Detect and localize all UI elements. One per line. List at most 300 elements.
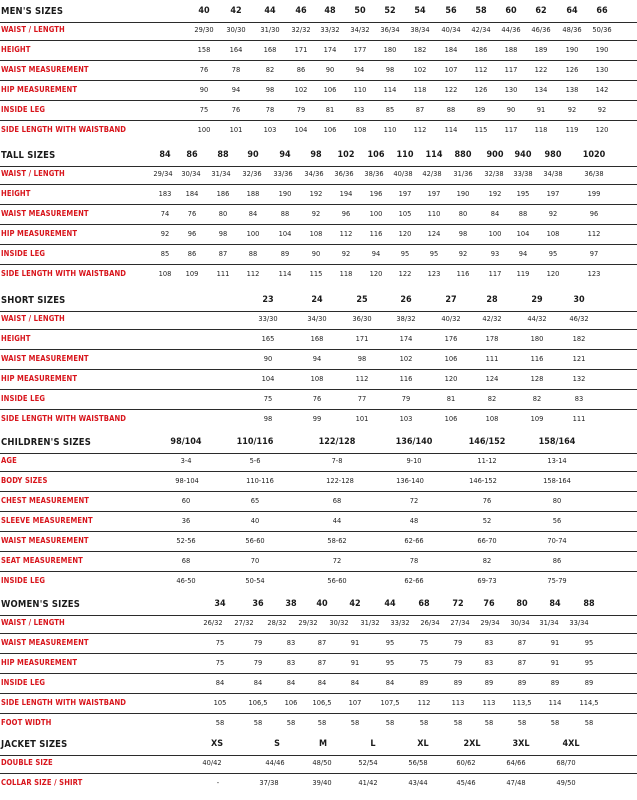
table-cell: 40/42 [202, 758, 222, 767]
table-cell: 46/36 [531, 25, 551, 34]
table-cell: 11-12 [477, 456, 497, 465]
table-cell: 44/46 [265, 758, 285, 767]
table-cell: 43/44 [408, 778, 428, 787]
table-row [0, 453, 637, 472]
table-cell: 88 [518, 209, 528, 218]
row-label: AGE [1, 456, 17, 465]
table-cell: 92 [311, 209, 321, 218]
table-cell: 97 [589, 249, 599, 258]
table-cell: 29/32 [298, 618, 318, 627]
size-header-cell: 25 [356, 295, 368, 305]
table-cell: 165 [261, 334, 275, 343]
table-header-row [0, 148, 637, 167]
table-cell: 91 [550, 638, 560, 647]
table-cell: 33/30 [258, 314, 278, 323]
table-row [0, 186, 637, 205]
table-cell: 91 [536, 105, 546, 114]
table-cell: 109 [185, 269, 199, 278]
row-label: INSIDE LEG [1, 249, 46, 258]
table-cell: 83 [355, 105, 365, 114]
table-cell: 79 [453, 638, 463, 647]
table-cell: 65 [250, 496, 260, 505]
table-cell: 114 [383, 85, 397, 94]
table-cell: 84 [385, 678, 395, 687]
table-cell: 38/32 [396, 314, 416, 323]
table-cell: 58-62 [327, 536, 347, 545]
table-cell: 122-128 [326, 476, 354, 485]
table-cell: 89 [584, 678, 594, 687]
table-cell: 174 [399, 334, 413, 343]
table-cell: 138 [565, 85, 579, 94]
table-row [0, 553, 637, 572]
table-cell: 96 [589, 209, 599, 218]
size-header-cell: 66 [596, 6, 608, 16]
table-cell: 48/36 [562, 25, 582, 34]
size-header-cell: 110 [396, 150, 414, 160]
table-cell: 38/34 [410, 25, 430, 34]
table-cell: 92 [597, 105, 607, 114]
size-header-cell: 3XL [512, 739, 530, 749]
table-cell: 78 [265, 105, 275, 114]
table-cell: 79 [253, 658, 263, 667]
table-cell: 79 [296, 105, 306, 114]
table-cell: 196 [369, 189, 383, 198]
size-header-cell: 84 [159, 150, 171, 160]
table-cell: 58 [385, 718, 395, 727]
table-cell: 44/36 [501, 25, 521, 34]
table-cell: 106 [444, 354, 458, 363]
table-cell: 84 [350, 678, 360, 687]
table-cell: 104 [278, 229, 292, 238]
table-cell: 33/38 [513, 169, 533, 178]
table-cell: 174 [323, 45, 337, 54]
table-cell: 50-54 [245, 576, 265, 585]
size-header-cell: 114 [425, 150, 443, 160]
size-header-cell: 30 [573, 295, 585, 305]
table-cell: 122 [534, 65, 548, 74]
table-cell: 110-116 [246, 476, 274, 485]
table-cell: 116 [530, 354, 544, 363]
size-header-cell: 36 [252, 599, 264, 609]
table-cell: 110 [427, 209, 441, 218]
table-cell: 87 [517, 638, 527, 647]
size-header-cell: 1020 [582, 150, 606, 160]
table-cell: 188 [504, 45, 518, 54]
table-cell: 99 [312, 414, 322, 423]
table-header-row [0, 293, 637, 312]
table-row [0, 573, 637, 591]
table-cell: 58 [350, 718, 360, 727]
table-cell: 117 [504, 65, 518, 74]
table-cell: 98 [265, 85, 275, 94]
table-cell: 79 [253, 638, 263, 647]
table-cell: 94 [355, 65, 365, 74]
table-cell: 98 [218, 229, 228, 238]
table-cell: 112 [355, 374, 369, 383]
table-cell: 101 [229, 125, 243, 134]
size-header-cell: 94 [279, 150, 291, 160]
table-cell: 171 [294, 45, 308, 54]
table-cell: 58 [584, 718, 594, 727]
table-cell: 126 [565, 65, 579, 74]
table-row [0, 513, 637, 532]
table-cell: 28/32 [267, 618, 287, 627]
size-header-cell: L [370, 739, 376, 749]
table-cell: 58 [317, 718, 327, 727]
table-cell: 47/48 [506, 778, 526, 787]
table-cell: 37/38 [259, 778, 279, 787]
table-cell: 95 [584, 658, 594, 667]
table-cell: 176 [444, 334, 458, 343]
table-cell: 34/30 [307, 314, 327, 323]
table-cell: 106 [444, 414, 458, 423]
table-cell: 98 [385, 65, 395, 74]
table-cell: 195 [516, 189, 530, 198]
table-cell: 44/32 [527, 314, 547, 323]
table-cell: 109 [530, 414, 544, 423]
table-cell: 192 [488, 189, 502, 198]
table-cell: 36 [181, 516, 191, 525]
table-cell: 112 [339, 229, 353, 238]
table-cell: 80 [218, 209, 228, 218]
table-cell: 81 [446, 394, 456, 403]
size-header-cell: 27 [445, 295, 457, 305]
size-header-cell: 23 [262, 295, 274, 305]
table-cell: 30/34 [181, 169, 201, 178]
table-row [0, 62, 637, 81]
table-cell: 182 [413, 45, 427, 54]
table-cell: 102 [399, 354, 413, 363]
table-cell: 33/34 [569, 618, 589, 627]
table-cell: 87 [517, 658, 527, 667]
table-cell: 178 [485, 334, 499, 343]
table-cell: 104 [294, 125, 308, 134]
table-cell: 134 [534, 85, 548, 94]
table-cell: 31/34 [211, 169, 231, 178]
table-cell: 86 [552, 556, 562, 565]
row-label: WAIST / LENGTH [1, 618, 65, 627]
table-cell: 158-164 [543, 476, 571, 485]
table-cell: 95 [548, 249, 558, 258]
table-cell: 87 [317, 638, 327, 647]
size-header-cell: 88 [583, 599, 595, 609]
row-label: WAIST MEASUREMENT [1, 209, 89, 218]
table-row [0, 533, 637, 552]
table-row [0, 42, 637, 61]
table-cell: 119 [565, 125, 579, 134]
table-cell: 31/36 [453, 169, 473, 178]
table-cell: 34/36 [304, 169, 324, 178]
table-cell: 75 [215, 658, 225, 667]
table-cell: 189 [534, 45, 548, 54]
table-header-row [0, 597, 637, 616]
table-cell: 108 [309, 229, 323, 238]
table-cell: 82 [482, 556, 492, 565]
size-header-cell: 122/128 [318, 437, 356, 447]
table-cell: 83 [286, 638, 296, 647]
row-label: SIDE LENGTH WITH WAISTBAND [1, 698, 127, 707]
table-cell: 39/40 [312, 778, 332, 787]
table-cell: 32/32 [291, 25, 311, 34]
table-cell: 96 [341, 209, 351, 218]
table-cell: 84 [317, 678, 327, 687]
table-cell: 76 [187, 209, 197, 218]
table-cell: 124 [427, 229, 441, 238]
table-cell: 40/38 [393, 169, 413, 178]
table-cell: 52/54 [358, 758, 378, 767]
table-cell: 112 [413, 125, 427, 134]
table-cell: 81 [325, 105, 335, 114]
table-cell: 9-10 [406, 456, 422, 465]
table-row [0, 493, 637, 512]
table-cell: 77 [357, 394, 367, 403]
row-label: HEIGHT [1, 189, 31, 198]
table-cell: 88 [446, 105, 456, 114]
size-header-cell: 42 [230, 6, 242, 16]
table-cell: 33/32 [320, 25, 340, 34]
table-cell: 80 [458, 209, 468, 218]
size-header-cell: 72 [452, 599, 464, 609]
table-cell: 102 [413, 65, 427, 74]
table-cell: 58 [453, 718, 463, 727]
table-cell: 75 [419, 658, 429, 667]
size-header-cell: 48 [324, 6, 336, 16]
row-label: HEIGHT [1, 45, 31, 54]
table-cell: 93 [490, 249, 500, 258]
table-cell: 96 [187, 229, 197, 238]
table-cell: 83 [484, 638, 494, 647]
table-cell: 40 [250, 516, 260, 525]
table-cell: 105 [398, 209, 412, 218]
table-cell: 45/46 [456, 778, 476, 787]
table-cell: 58 [419, 718, 429, 727]
row-label: WAIST / LENGTH [1, 169, 65, 178]
table-cell: 111 [216, 269, 230, 278]
size-header-cell: 146/152 [468, 437, 506, 447]
table-cell: 86 [187, 249, 197, 258]
table-cell: 95 [429, 249, 439, 258]
table-cell: 120 [595, 125, 609, 134]
table-cell: 197 [427, 189, 441, 198]
table-cell: 123 [427, 269, 441, 278]
table-cell: 119 [516, 269, 530, 278]
table-cell: 52 [482, 516, 492, 525]
table-cell: 76 [199, 65, 209, 74]
table-cell: 118 [534, 125, 548, 134]
table-cell: 84 [490, 209, 500, 218]
row-label: INSIDE LEG [1, 678, 46, 687]
row-label: WAIST MEASUREMENT [1, 536, 89, 545]
table-cell: 98 [263, 414, 273, 423]
size-header-cell: 158/164 [538, 437, 576, 447]
table-cell: 98 [357, 354, 367, 363]
table-cell: 62-66 [404, 576, 424, 585]
size-header-cell: 2XL [463, 739, 481, 749]
table-cell: 26/32 [203, 618, 223, 627]
table-cell: 116 [369, 229, 383, 238]
table-cell: 100 [197, 125, 211, 134]
table-cell: 89 [484, 678, 494, 687]
size-header-cell: M [318, 739, 328, 749]
table-row [0, 206, 637, 225]
table-cell: 36/36 [334, 169, 354, 178]
table-cell: 7-8 [331, 456, 343, 465]
table-cell: 56-60 [327, 576, 347, 585]
size-header-cell: 900 [486, 150, 504, 160]
size-header-cell: 26 [400, 295, 412, 305]
table-cell: 89 [419, 678, 429, 687]
table-cell: 75 [419, 638, 429, 647]
table-cell: 31/30 [260, 25, 280, 34]
table-cell: 117 [488, 269, 502, 278]
size-header-cell: 98/104 [170, 437, 202, 447]
table-cell: 103 [399, 414, 413, 423]
size-header-cell: 84 [549, 599, 561, 609]
table-cell: 106 [323, 125, 337, 134]
table-cell: 104 [261, 374, 275, 383]
table-cell: 107 [444, 65, 458, 74]
table-cell: 31/34 [539, 618, 559, 627]
table-cell: 58 [215, 718, 225, 727]
table-cell: 30/34 [510, 618, 530, 627]
table-cell: 36/30 [352, 314, 372, 323]
table-cell: 113 [482, 698, 496, 707]
table-cell: 117 [504, 125, 518, 134]
table-cell: 168 [263, 45, 277, 54]
table-cell: 100 [488, 229, 502, 238]
size-header-cell: 88 [217, 150, 229, 160]
table-cell: 120 [546, 269, 560, 278]
table-cell: 84 [253, 678, 263, 687]
table-cell: 75 [263, 394, 273, 403]
row-label: HIP MEASUREMENT [1, 229, 78, 238]
table-cell: 46-50 [176, 576, 196, 585]
table-cell: 44 [332, 516, 342, 525]
table-cell: 184 [444, 45, 458, 54]
table-header-row [0, 435, 637, 454]
size-header-cell: 38 [285, 599, 297, 609]
table-cell: 168 [310, 334, 324, 343]
table-cell: 64/66 [506, 758, 526, 767]
size-header-cell: 40 [198, 6, 210, 16]
row-label: CHEST MEASUREMENT [1, 496, 90, 505]
table-cell: 68 [181, 556, 191, 565]
table-cell: 83 [574, 394, 584, 403]
row-label: BODY SIZES [1, 476, 48, 485]
size-header-cell: 50 [354, 6, 366, 16]
size-header-cell: 940 [514, 150, 532, 160]
table-cell: 86 [296, 65, 306, 74]
table-row [0, 226, 637, 245]
table-cell: 76 [482, 496, 492, 505]
table-cell: 85 [385, 105, 395, 114]
table-row [0, 615, 637, 634]
table-cell: 92 [548, 209, 558, 218]
table-cell: 91 [350, 658, 360, 667]
table-cell: 68/70 [556, 758, 576, 767]
table-cell: 88 [248, 249, 258, 258]
table-cell: 32/38 [484, 169, 504, 178]
table-cell: 130 [595, 65, 609, 74]
table-cell: 40/34 [441, 25, 461, 34]
row-label: SIDE LENGTH WITH WAISTBAND [1, 269, 127, 278]
size-header-cell: 68 [418, 599, 430, 609]
table-title: TALL SIZES [1, 150, 56, 161]
size-header-cell: 106 [367, 150, 385, 160]
table-cell: 113,5 [512, 698, 532, 707]
table-cell: 60/62 [456, 758, 476, 767]
row-label: SIDE LENGTH WITH WAISTBAND [1, 125, 127, 134]
row-label: INSIDE LEG [1, 105, 46, 114]
table-cell: 41/42 [358, 778, 378, 787]
row-label: WAIST MEASUREMENT [1, 638, 89, 647]
table-cell: 199 [587, 189, 601, 198]
row-label: WAIST MEASUREMENT [1, 354, 89, 363]
table-cell: 122 [444, 85, 458, 94]
table-cell: 111 [572, 414, 586, 423]
table-cell: 66-70 [477, 536, 497, 545]
row-label: SEAT MEASUREMENT [1, 556, 83, 565]
table-cell: 70-74 [547, 536, 567, 545]
table-cell: 58 [517, 718, 527, 727]
table-cell: 114 [278, 269, 292, 278]
table-row [0, 82, 637, 101]
size-header-cell: 4XL [562, 739, 580, 749]
table-cell: 82 [487, 394, 497, 403]
table-cell: 56-60 [245, 536, 265, 545]
table-cell: 118 [413, 85, 427, 94]
row-label: WAIST / LENGTH [1, 25, 65, 34]
size-header-cell: 60 [505, 6, 517, 16]
table-cell: 108 [485, 414, 499, 423]
table-row [0, 166, 637, 185]
row-label: WAIST / LENGTH [1, 314, 65, 323]
table-cell: 123 [587, 269, 601, 278]
size-header-cell: 98 [310, 150, 322, 160]
size-header-cell: XL [417, 739, 429, 749]
row-label: SIDE LENGTH WITH WAISTBAND [1, 414, 127, 423]
table-cell: 113 [451, 698, 465, 707]
table-cell: 36/34 [380, 25, 400, 34]
size-header-cell: 62 [535, 6, 547, 16]
table-cell: 112 [417, 698, 431, 707]
table-cell: 34/38 [543, 169, 563, 178]
table-cell: 48/50 [312, 758, 332, 767]
size-header-cell: 46 [295, 6, 307, 16]
table-cell: 92 [567, 105, 577, 114]
table-cell: 105 [213, 698, 227, 707]
table-cell: 48 [409, 516, 419, 525]
table-cell: 102 [294, 85, 308, 94]
table-cell: 79 [453, 658, 463, 667]
table-row [0, 473, 637, 492]
table-cell: 30/30 [226, 25, 246, 34]
table-cell: 111 [485, 354, 499, 363]
size-header-cell: 880 [454, 150, 472, 160]
row-label: DOUBLE SIZE [1, 758, 53, 767]
table-cell: 29/30 [194, 25, 214, 34]
row-label: HEIGHT [1, 334, 31, 343]
table-row [0, 266, 637, 284]
table-cell: 107 [348, 698, 362, 707]
table-cell: 116 [399, 374, 413, 383]
table-row [0, 22, 637, 41]
table-cell: 89 [453, 678, 463, 687]
table-cell: 87 [415, 105, 425, 114]
table-row [0, 311, 637, 330]
table-cell: 101 [355, 414, 369, 423]
table-cell: 56/58 [408, 758, 428, 767]
